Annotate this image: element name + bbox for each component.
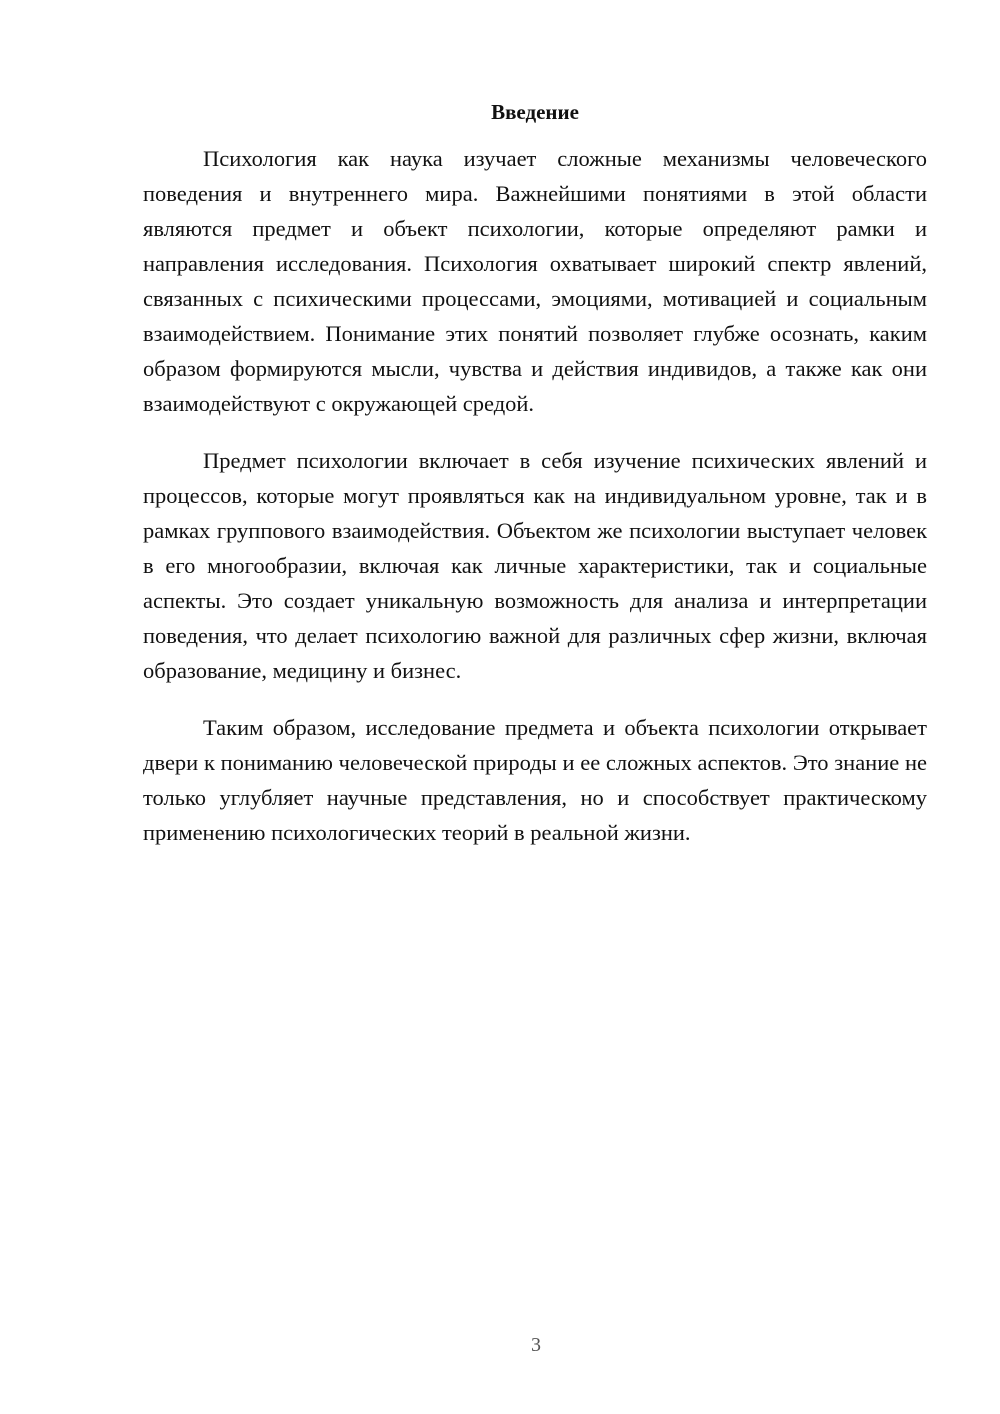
paragraph-1: Психология как наука изучает сложные механизмы человеческого поведения и внутреннего мира. Важнейшими понятиями в этой области являются предмет и объект психологии, которые определяют рамки и направления исследования. Психология охватывает широкий спектр явлений, связанных с психическими процессами, эмоциями, мотивацией и социальным взаимодействием. Понимание этих понятий позволяет глубже осознать, каким образом формируются мысли, чувства и действия индивидов, а также как они взаимодействуют с окружающей средой. xyxy=(143,146,927,416)
page-number: 3 xyxy=(531,1334,541,1356)
section-heading: Введение xyxy=(491,100,579,124)
paragraph-2: Предмет психологии включает в себя изучение психических явлений и процессов, которые могут проявляться как на индивидуальном уровне, так и в рамках группового взаимодействия. Объектом же психологии выступает человек в его многообразии, включая как личные характеристики, так и социальные аспекты. Это создает уникальную возможность для анализа и интерпретации поведения, что делает психологию важной для различных сфер жизни, включая образование, медицину и бизнес. xyxy=(143,448,927,683)
paragraph-3: Таким образом, исследование предмета и объекта психологии открывает двери к пониманию человеческой природы и ее сложных аспектов. Это знание не только углубляет научные представления, но и способствует практическому применению психологических теорий в реальной жизни. xyxy=(143,715,927,845)
page-content xyxy=(143,97,927,850)
